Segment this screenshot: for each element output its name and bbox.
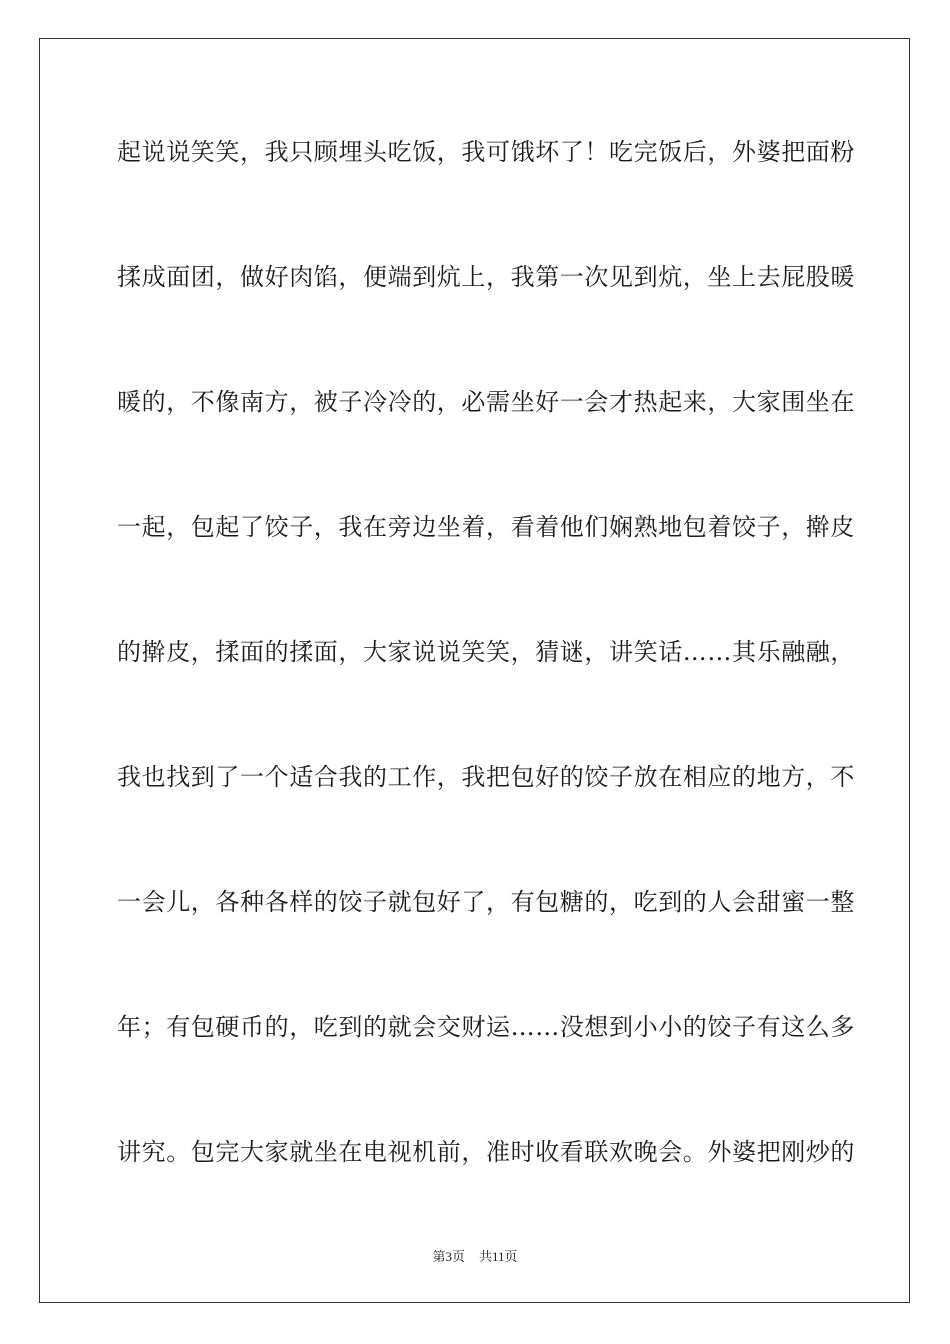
text-line: 的擀皮，揉面的揉面，大家说说笑笑，猜谜，讲笑话……其乐融融， (117, 638, 855, 666)
page-footer (0, 1248, 950, 1266)
total-pages: 共11页 (478, 1249, 518, 1264)
text-line: 起说说笑笑，我只顾埋头吃饭，我可饿坏了！吃完饭后，外婆把面粉 (117, 138, 855, 166)
text-line: 暖的，不像南方，被子冷冷的，必需坐好一会才热起来，大家围坐在 (117, 388, 855, 416)
text-line: 我也找到了一个适合我的工作，我把包好的饺子放在相应的地方，不 (117, 763, 855, 791)
current-page-number: 第3页 (432, 1249, 465, 1264)
text-line: 一起，包起了饺子，我在旁边坐着，看着他们娴熟地包着饺子，擀皮 (117, 513, 855, 541)
text-line: 年；有包硬币的，吃到的就会交财运……没想到小小的饺子有这么多 (117, 1013, 855, 1041)
text-line: 一会儿，各种各样的饺子就包好了，有包糖的，吃到的人会甜蜜一整 (117, 888, 855, 916)
text-line: 讲究。包完大家就坐在电视机前，准时收看联欢晚会。外婆把刚炒的 (117, 1138, 855, 1166)
text-line: 揉成面团，做好肉馅，便端到炕上，我第一次见到炕，坐上去屁股暖 (117, 263, 855, 291)
document-body (117, 120, 855, 1245)
